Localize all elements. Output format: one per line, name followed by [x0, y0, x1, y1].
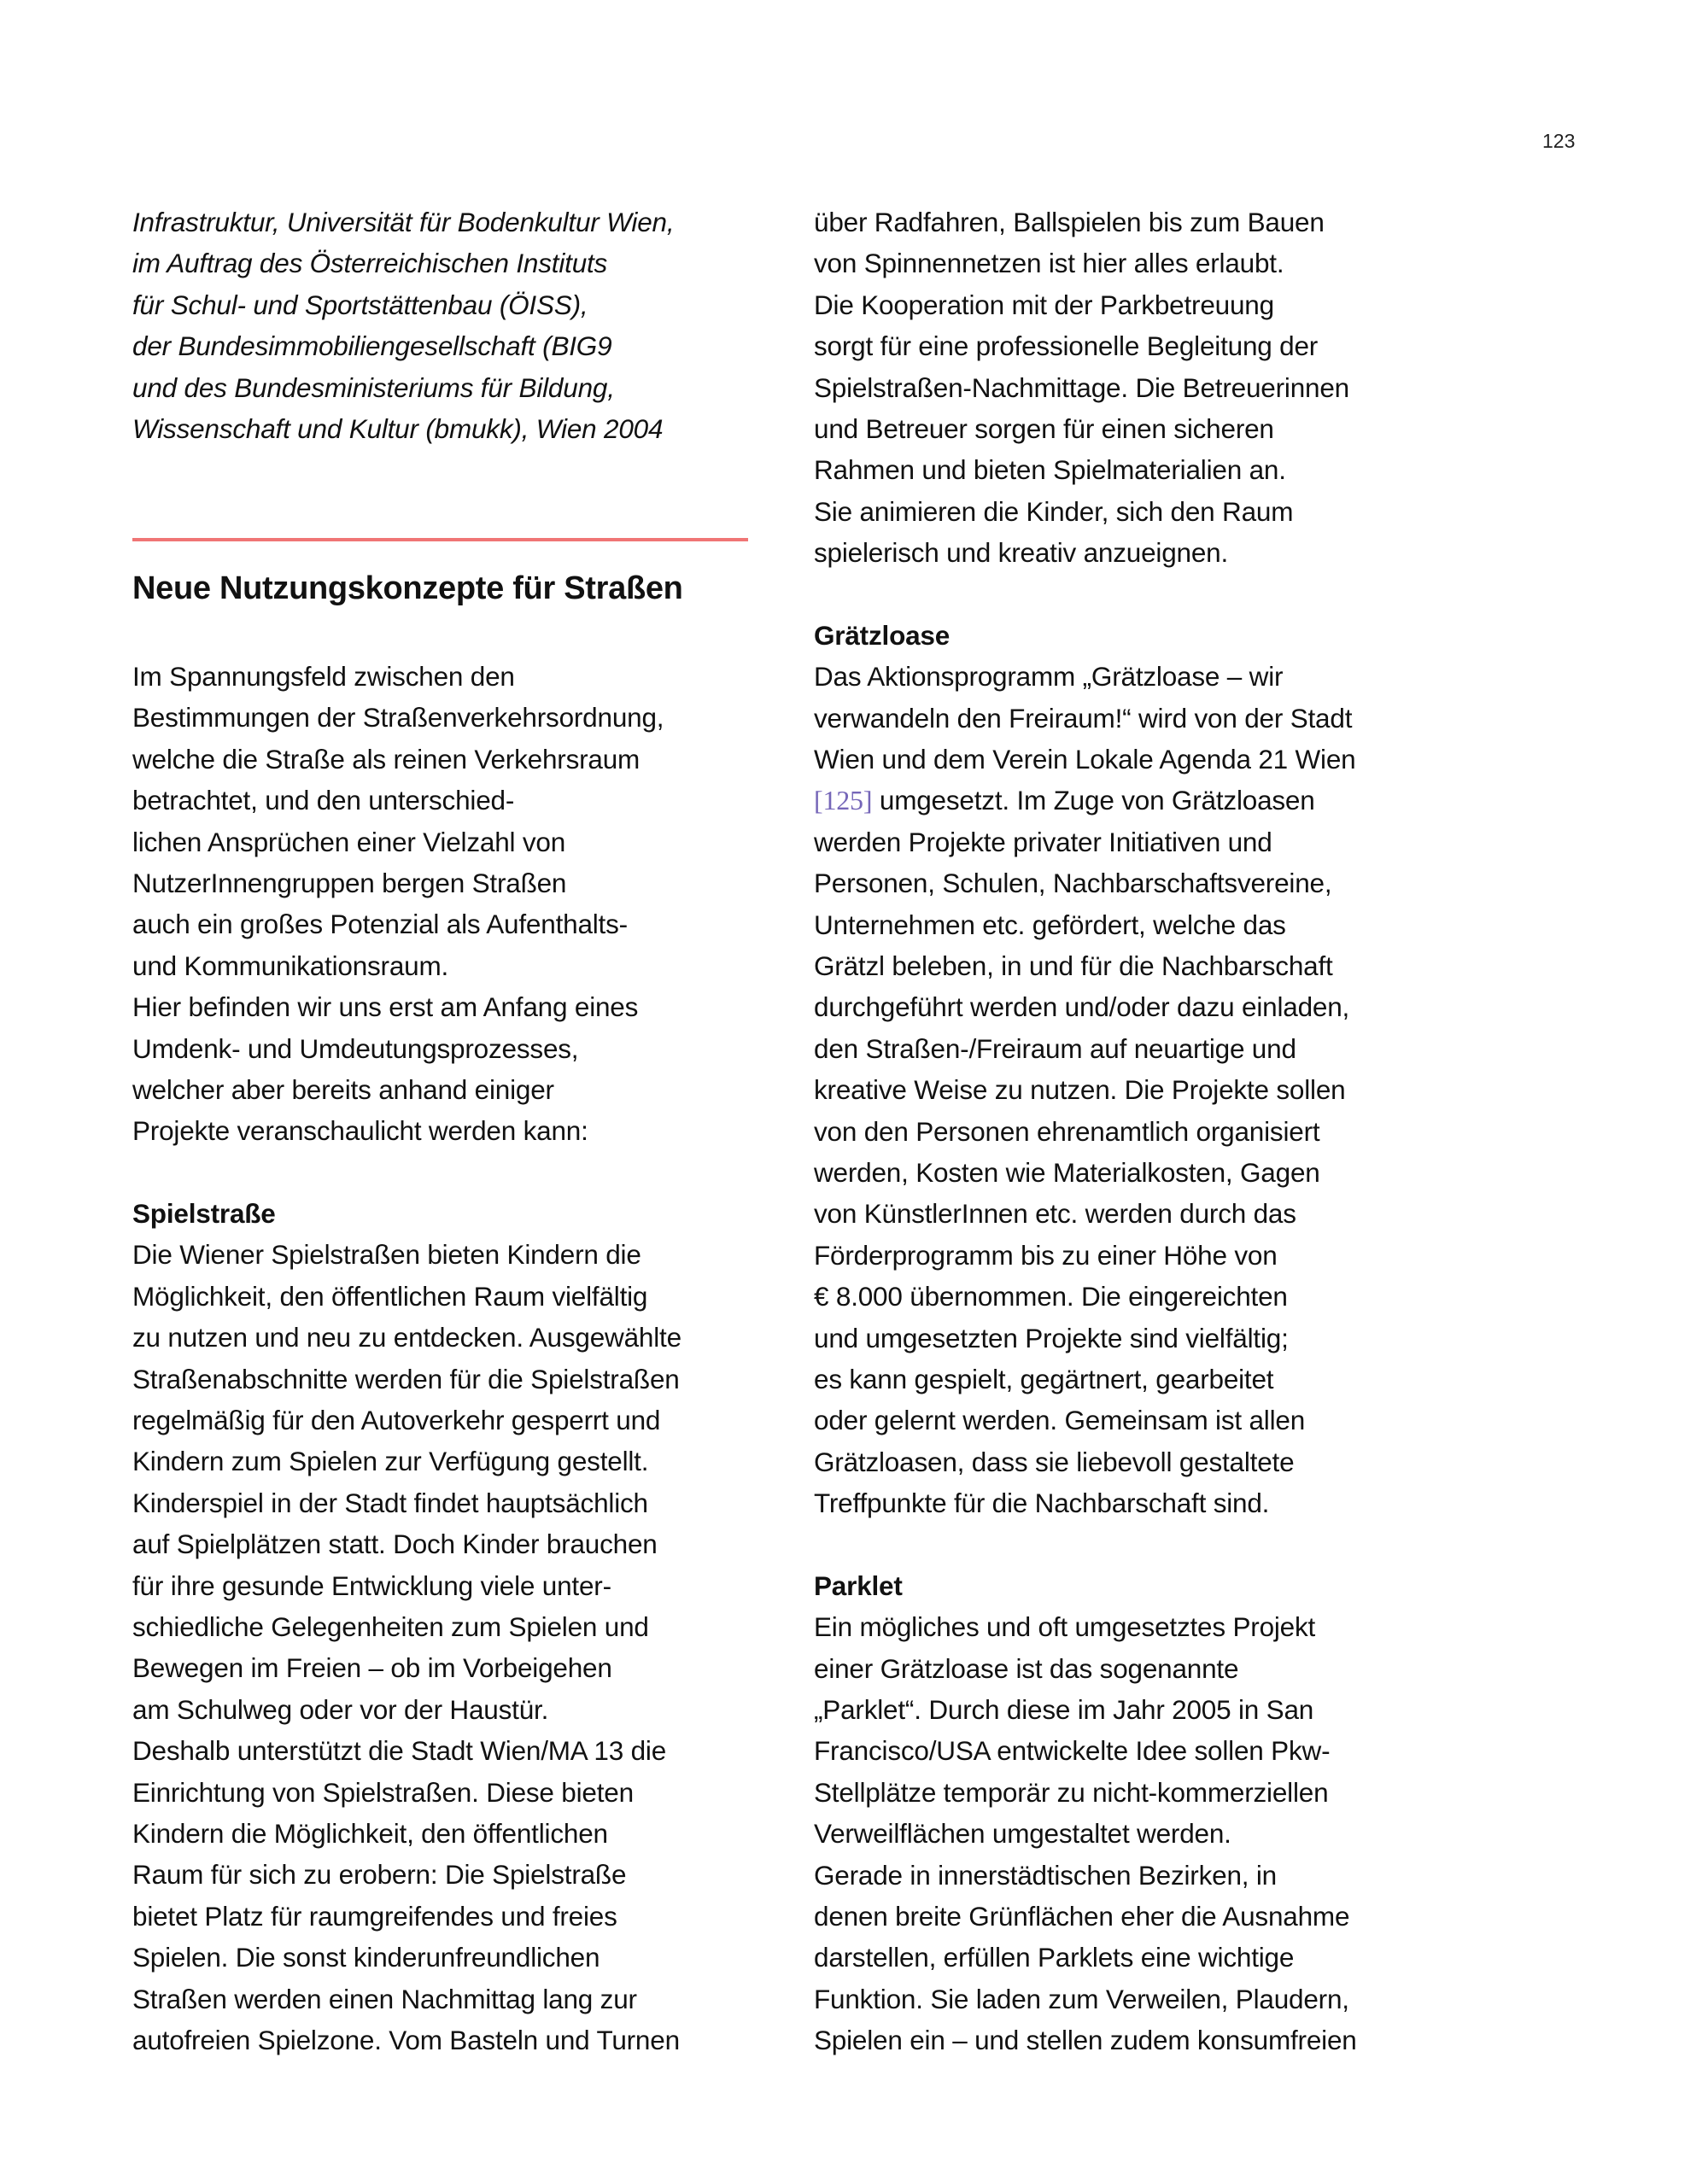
- continued-line: Die Kooperation mit der Parkbetreuung: [814, 289, 1274, 320]
- intro-line: und Kommunikationsraum.: [132, 950, 449, 981]
- spielstrasse-line: Straßen werden einen Nachmittag lang zur: [132, 1983, 637, 2014]
- spacer: [814, 1524, 1357, 1565]
- citation-line: Infrastruktur, Universität für Bodenkultur Wien,: [132, 207, 675, 237]
- spielstrasse-line: schiedliche Gelegenheiten zum Spielen und: [132, 1610, 649, 1642]
- graetzloase-line: werden Projekte privater Initiativen und: [814, 826, 1272, 857]
- subheading-parklet: Parklet: [814, 1570, 903, 1601]
- intro-line: betrachtet, und den unterschied-: [132, 785, 515, 816]
- spielstrasse-line: regelmäßig für den Autoverkehr gesperrt und: [132, 1405, 661, 1436]
- spielstrasse-line: für ihre gesunde Entwicklung viele unter-: [132, 1570, 611, 1601]
- graetzloase-line: Wien und dem Verein Lokale Agenda 21 Wien: [814, 744, 1356, 775]
- graetzloase-line: € 8.000 übernommen. Die eingereichten: [814, 1281, 1288, 1312]
- spacer: [132, 1152, 681, 1193]
- continued-line: Rahmen und bieten Spielmaterialien an.: [814, 454, 1286, 486]
- graetzloase-line: und umgesetzten Projekte sind vielfältig;: [814, 1322, 1289, 1353]
- parklet-line: Ein mögliches und oft umgesetztes Projekt: [814, 1611, 1316, 1643]
- graetzloase-line: Treffpunkte für die Nachbarschaft sind.: [814, 1488, 1270, 1519]
- spielstrasse-line: auf Spielplätzen statt. Doch Kinder brauchen: [132, 1529, 658, 1560]
- parklet-line: darstellen, erfüllen Parklets eine wichtige: [814, 1942, 1295, 1973]
- left-column-body: [132, 656, 681, 2061]
- graetzloase-line: werden, Kosten wie Materialkosten, Gagen: [814, 1156, 1320, 1188]
- intro-line: auch ein großes Potenzial als Aufenthalts-: [132, 909, 628, 940]
- parklet-line: Spielen ein – und stellen zudem konsumfreien: [814, 2025, 1357, 2056]
- graetzloase-line: von KünstlerInnen etc. werden durch das: [814, 1198, 1296, 1230]
- page-number: 123: [1542, 130, 1576, 152]
- subheading-spielstrasse: Spielstraße: [132, 1198, 276, 1230]
- graetzloase-line: Personen, Schulen, Nachbarschaftsvereine,: [814, 868, 1332, 899]
- graetzloase-line: es kann gespielt, gegärtnert, gearbeitet: [814, 1363, 1274, 1394]
- spielstrasse-line: autofreien Spielzone. Vom Basteln und Turnen: [132, 2024, 680, 2055]
- continued-line: von Spinnennetzen ist hier alles erlaubt.: [814, 248, 1284, 279]
- graetzloase-line: oder gelernt werden. Gemeinsam ist allen: [814, 1405, 1306, 1436]
- continued-line: Sie animieren die Kinder, sich den Raum: [814, 495, 1294, 527]
- intro-line: lichen Ansprüchen einer Vielzahl von: [132, 826, 566, 857]
- subheading-graetzloase: Grätzloase: [814, 619, 951, 651]
- continued-line: spielerisch und kreativ anzueignen.: [814, 537, 1229, 569]
- intro-line: welcher aber bereits anhand einiger: [132, 1073, 554, 1105]
- graetzloase-line: von den Personen ehrenamtlich organisiert: [814, 1115, 1320, 1147]
- spielstrasse-line: Bewegen im Freien – ob im Vorbeigehen: [132, 1652, 612, 1684]
- spacer: [814, 574, 1357, 615]
- graetzloase-line: Das Aktionsprogramm „Grätzloase – wir: [814, 661, 1284, 693]
- continued-line: über Radfahren, Ballspielen bis zum Bauen: [814, 207, 1325, 237]
- citation-line: für Schul- und Sportstättenbau (ÖISS),: [132, 289, 588, 320]
- section-heading: Neue Nutzungskonzepte für Straßen: [132, 570, 683, 606]
- parklet-line: „Parklet“. Durch diese im Jahr 2005 in San: [814, 1694, 1314, 1726]
- graetzloase-line: verwandeln den Freiraum!“ wird von der Stadt: [814, 702, 1353, 734]
- spielstrasse-line: Raum für sich zu erobern: Die Spielstraße: [132, 1859, 627, 1891]
- intro-line: Projekte veranschaulicht werden kann:: [132, 1115, 588, 1147]
- parklet-line: Stellplätze temporär zu nicht-kommerziellen: [814, 1776, 1329, 1808]
- spielstrasse-line: bietet Platz für raumgreifendes und freies: [132, 1900, 617, 1932]
- graetzloase-line: Grätzloasen, dass sie liebevoll gestaltete: [814, 1446, 1295, 1477]
- spielstrasse-line: Kindern zum Spielen zur Verfügung gestellt.: [132, 1446, 649, 1477]
- ref-line-text: umgesetzt. Im Zuge von Grätzloasen: [872, 785, 1315, 816]
- graetzloase-line: kreative Weise zu nutzen. Die Projekte sollen: [814, 1074, 1346, 1106]
- intro-line: Umdenk- und Umdeutungsprozesses,: [132, 1032, 579, 1064]
- graetzloase-line: Grätzl beleben, in und für die Nachbarschaft: [814, 950, 1333, 982]
- parklet-line: Gerade in innerstädtischen Bezirken, in: [814, 1859, 1278, 1891]
- spielstrasse-line: Spielen. Die sonst kinderunfreundlichen: [132, 1942, 600, 1973]
- spielstrasse-line: Kinderspiel in der Stadt findet hauptsächlich: [132, 1487, 648, 1518]
- citation-line: der Bundesimmobiliengesellschaft (BIG9: [132, 330, 612, 362]
- continued-line: und Betreuer sorgen für einen sicheren: [814, 412, 1274, 444]
- spielstrasse-line: Einrichtung von Spielstraßen. Diese bieten: [132, 1776, 634, 1808]
- spielstrasse-line: Die Wiener Spielstraßen bieten Kindern die: [132, 1239, 641, 1271]
- spielstrasse-line: Deshalb unterstützt die Stadt Wien/MA 13 die: [132, 1735, 667, 1767]
- spielstrasse-line: Straßenabschnitte werden für die Spielstraßen: [132, 1363, 680, 1394]
- citation-line: Wissenschaft und Kultur (bmukk), Wien 2004: [132, 412, 664, 444]
- parklet-line: denen breite Grünflächen eher die Ausnahme: [814, 1901, 1350, 1932]
- continued-line: Spielstraßen-Nachmittage. Die Betreuerinnen: [814, 371, 1349, 403]
- intro-line: NutzerInnengruppen bergen Straßen: [132, 867, 567, 898]
- citation-line: im Auftrag des Österreichischen Instituts: [132, 248, 608, 279]
- graetzloase-line: durchgeführt werden und/oder dazu einladen,: [814, 991, 1350, 1023]
- continued-line: sorgt für eine professionelle Begleitung der: [814, 330, 1319, 362]
- intro-line: Bestimmungen der Straßenverkehrsordnung,: [132, 702, 664, 734]
- citation-line: und des Bundesministeriums für Bildung,: [132, 371, 615, 403]
- spielstrasse-line: Möglichkeit, den öffentlichen Raum vielfältig: [132, 1280, 648, 1312]
- reference-link[interactable]: [125]: [814, 785, 873, 816]
- intro-line: Im Spannungsfeld zwischen den: [132, 661, 515, 692]
- parklet-line: Funktion. Sie laden zum Verweilen, Plaudern,: [814, 1983, 1349, 2014]
- parklet-line: einer Grätzloase ist das sogenannte: [814, 1652, 1239, 1684]
- right-column-body: [814, 202, 1357, 2061]
- parklet-line: Francisco/USA entwickelte Idee sollen Pkw-: [814, 1735, 1331, 1767]
- intro-line: welche die Straße als reinen Verkehrsraum: [132, 743, 640, 775]
- section-divider: [132, 538, 748, 541]
- spielstrasse-line: am Schulweg oder vor der Haustür.: [132, 1693, 549, 1725]
- spielstrasse-line: Kindern die Möglichkeit, den öffentlichen: [132, 1817, 608, 1849]
- intro-line: Hier befinden wir uns erst am Anfang eines: [132, 991, 639, 1023]
- graetzloase-ref-line: [814, 780, 1357, 821]
- graetzloase-line: Förderprogramm bis zu einer Höhe von: [814, 1239, 1278, 1271]
- graetzloase-line: den Straßen-/Freiraum auf neuartige und: [814, 1032, 1296, 1064]
- parklet-line: Verweilflächen umgestaltet werden.: [814, 1818, 1231, 1850]
- spielstrasse-line: zu nutzen und neu zu entdecken. Ausgewählte: [132, 1322, 681, 1353]
- graetzloase-line: Unternehmen etc. gefördert, welche das: [814, 909, 1286, 940]
- citation-block: [132, 202, 674, 449]
